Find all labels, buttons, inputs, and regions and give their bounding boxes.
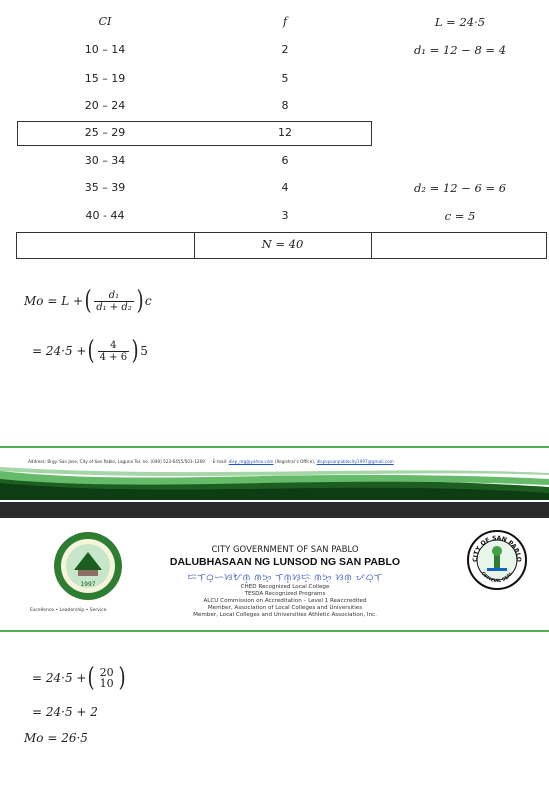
table-row (0, 178, 549, 200)
ci-cell: 10 – 14 (84, 43, 126, 56)
footer-divider (0, 446, 549, 448)
step3-text: = 24·5 + 2 (32, 705, 98, 719)
step2-fraction (98, 667, 116, 690)
header-f: f (282, 15, 288, 28)
mode-formula: Mo = L + ( $\frac{\text{d₁}}{\text{d₁ + d₂}}$ ) c (24, 286, 152, 316)
header-tesda: TESDA Recognized Programs (244, 591, 326, 597)
formula-result (24, 731, 88, 745)
note-cell: d₁ = 12 − 8 = 4 (413, 43, 507, 57)
total-n: N = 40 (261, 237, 304, 251)
header-baybayin-name: ᜇᜎᜓᜊ᜔ᜑᜐᜀᜈ᜔ ᜈᜅ᜔ ᜎᜓᜈ᜔ᜐᜓᜇ᜔ ᜈᜅ᜔ ᜐᜈ᜔ ᜉᜊ᜔ᜎᜓ (187, 573, 383, 583)
table-row (0, 40, 549, 62)
step2-prefix: = 24·5 + (32, 671, 87, 685)
footer-address: Address: Brgy. San Jose, City of San Pablo, Laguna Tel. no. (049) 523-6455/503-1269 E-mail: dlsp_reg@yahoo.com (Registrar's Office), dlspvpsanpablocity1997@gmail.com (28, 459, 394, 464)
note-cell: d₂ = 12 − 6 = 6 (413, 181, 507, 195)
f-cell: 4 (281, 181, 289, 194)
table-row (0, 151, 549, 173)
table-row (0, 96, 549, 118)
table-row (0, 206, 549, 228)
svg-text:1997: 1997 (80, 581, 96, 588)
header-alcu: ALCU Commission on Accreditation – Level 1 Reaccredited (203, 598, 367, 604)
footer-wave-graphic (0, 465, 549, 500)
step1-tail: 5 (140, 344, 148, 358)
header-college-name: DALUBHASAAN NG LUNSOD NG SAN PABLO (169, 556, 401, 568)
step2-denominator: 10 (99, 676, 114, 690)
result-text: Mo = 26·5 (24, 731, 88, 745)
header-city-government: CITY GOVERNMENT OF SAN PABLO (211, 545, 359, 555)
header-member-lcuaa: Member, Local Colleges and Universities Athletic Association, Inc. (193, 612, 377, 618)
step1-fraction (98, 340, 129, 363)
header-l-value: L = 24·5 (434, 15, 486, 29)
city-seal-icon (467, 530, 527, 590)
header-member-alcu: Member, Association of Local Colleges and Universities (207, 605, 363, 611)
email-link-registrar[interactable]: dlsp_reg@yahoo.com (228, 459, 274, 464)
step1-denominator: 4 + 6 (99, 351, 128, 363)
table-row (0, 69, 549, 91)
f-cell: 5 (281, 72, 289, 85)
note-cell: c = 5 (444, 209, 476, 223)
ci-cell: 15 – 19 (84, 72, 126, 85)
header-divider (0, 630, 549, 632)
fraction-numerator: d₁ (108, 289, 120, 301)
formula-step-3 (32, 705, 98, 719)
formula-step-1: = 24·5 + ( $\frac{4}{4 + 6}$ ) 5 (32, 336, 148, 366)
total-row (16, 232, 547, 259)
f-cell: 2 (281, 43, 289, 56)
formula-lhs: Mo = L + (24, 294, 84, 308)
ci-cell: 20 – 24 (84, 99, 126, 112)
step1-prefix: = 24·5 + (32, 344, 87, 358)
f-cell: 6 (281, 154, 289, 167)
f-cell: 12 (278, 126, 292, 139)
ci-cell: 40 - 44 (85, 209, 125, 222)
ci-cell: 30 – 34 (84, 154, 126, 167)
email-link-vp[interactable]: dlspvpsanpablocity1997@gmail.com (316, 459, 394, 464)
step1-numerator: 4 (110, 339, 117, 351)
table-header-row (0, 12, 549, 34)
formula-fraction (94, 290, 134, 313)
college-seal-icon (52, 530, 124, 602)
header-ched: CHED Recognized Local College (240, 584, 330, 590)
svg-text:OFFICIAL SEAL: OFFICIAL SEAL (479, 571, 515, 585)
table-row-modal (0, 123, 549, 145)
svg-text:CITY OF SAN PABLO: CITY OF SAN PABLO (471, 534, 523, 563)
header-ci: CI (98, 15, 112, 28)
page-break (0, 502, 549, 518)
fraction-denominator: d₁ + d₂ (96, 301, 132, 313)
ci-cell: 35 – 39 (84, 181, 126, 194)
step2-numerator: 20 (99, 665, 114, 679)
formula-tail: c (144, 294, 152, 308)
f-cell: 8 (281, 99, 289, 112)
formula-step-2: = 24·5 + ( 20 10 ) (32, 663, 126, 693)
ci-cell: 25 – 29 (84, 126, 126, 139)
f-cell: 3 (281, 209, 289, 222)
college-motto: Excellence • Leadership • Service (30, 608, 107, 613)
